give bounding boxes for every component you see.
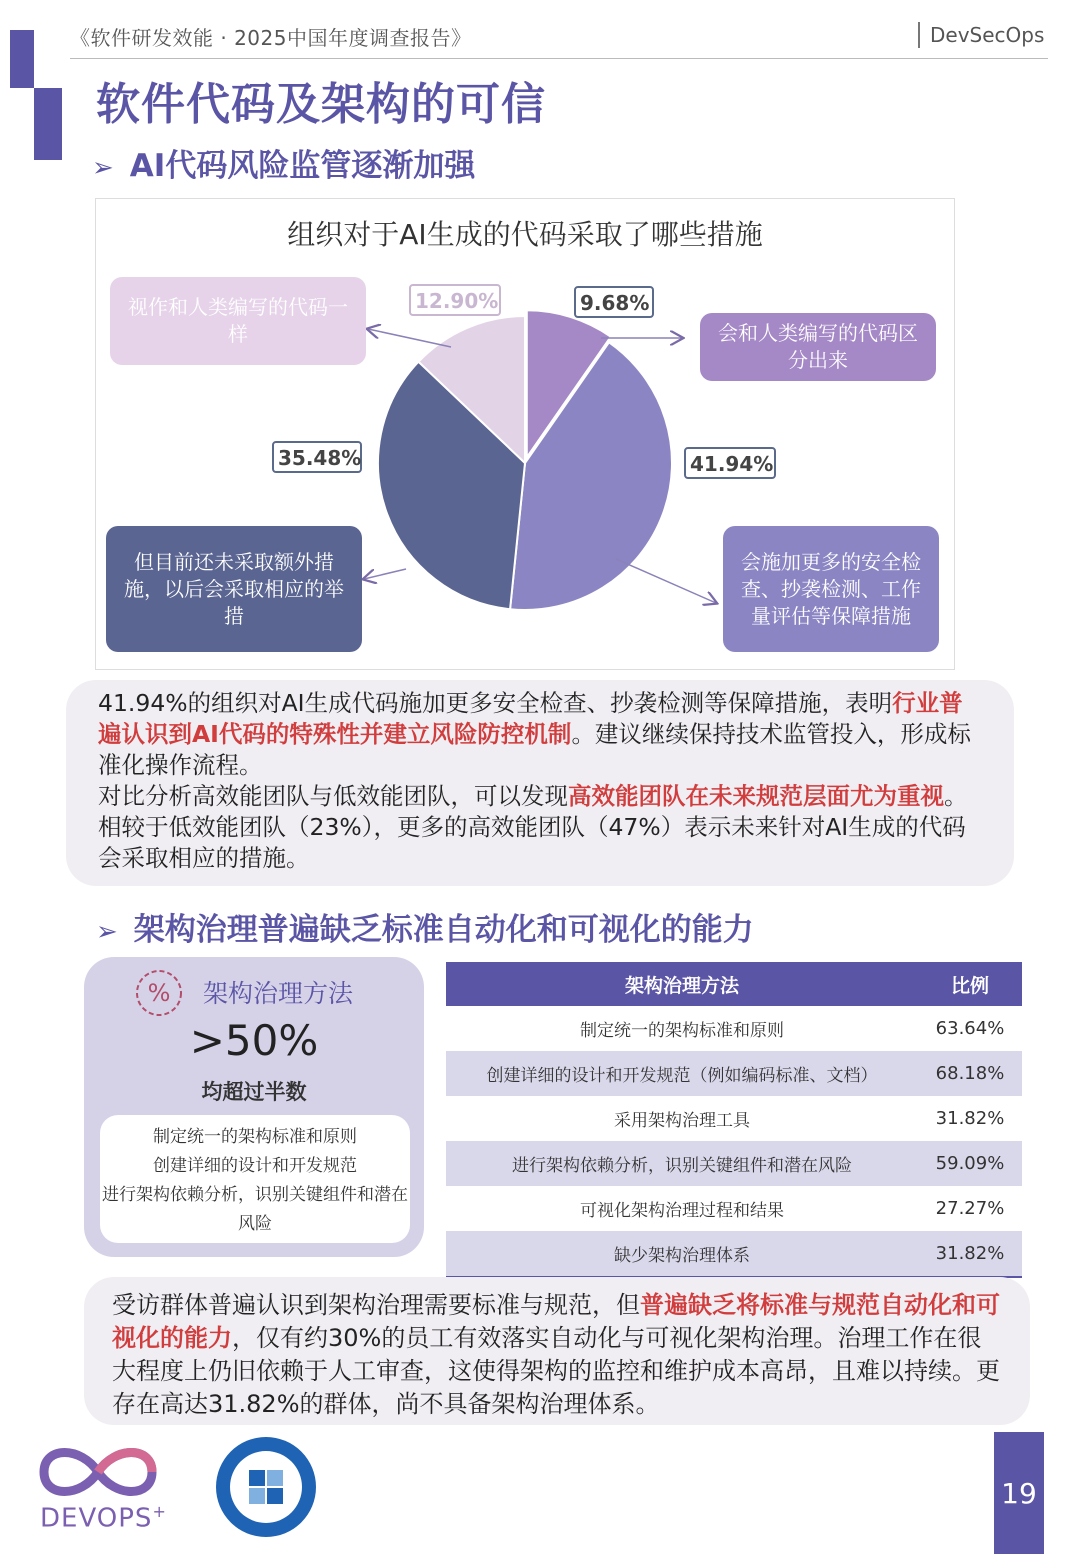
devops-logo-word: DEVOPS — [40, 1503, 153, 1534]
label-more-checks: 会施加更多的安全检查、抄袭检测、工作量评估等保障措施 — [723, 526, 939, 652]
section-title-1: AI代码风险监管逐渐加强 — [129, 148, 476, 184]
summary-1-paragraph-1 — [98, 688, 984, 781]
pct-same: 12.90% — [409, 284, 501, 316]
summary-1-p2-text-b: 。相较于低效能团队（23%），更多的高效能团队（47%）表示未来针对AI生成的代码会采取相应的措施。 — [98, 782, 968, 872]
section-heading-1 — [92, 140, 475, 185]
arrow-icon: ➢ — [92, 153, 114, 183]
column-header-ratio: 比例 — [918, 962, 1022, 1006]
leader-line-same — [368, 329, 451, 347]
method-cell: 可视化架构治理过程和结果 — [580, 1201, 784, 1221]
table-header-row — [446, 962, 1022, 1006]
ratio-cell: 31.82% — [935, 1108, 1005, 1129]
method-cell: 采用架构治理工具 — [614, 1111, 750, 1131]
corner-bar-2 — [34, 88, 62, 160]
ratio-cell: 59.09% — [918, 1141, 1022, 1186]
svg-text:%: % — [147, 979, 171, 1007]
section-title-2: 架构治理普遍缺乏标准自动化和可视化的能力 — [133, 912, 754, 948]
summary-1-p1-text-a: 41.94%的组织对AI生成代码施加更多安全检查、抄袭检测等保障措施，表明 — [98, 689, 893, 717]
table-row — [446, 1006, 1022, 1051]
table-row — [446, 1051, 1022, 1096]
method-cell: 进行架构依赖分析，识别关键组件和潜在风险 — [446, 1141, 918, 1186]
column-header-method: 架构治理方法 — [446, 962, 918, 1006]
method-cell: 缺少架构治理体系 — [446, 1231, 918, 1277]
method-cell: 制定统一的架构标准和原则 — [580, 1021, 784, 1041]
summary-2-highlight: 普遍缺乏将标准与规范自动化和可视化的能力 — [112, 1291, 1000, 1352]
devops-logo-icon — [36, 1440, 160, 1504]
card-item: 进行架构依赖分析，识别关键组件和潜在风险 — [102, 1185, 408, 1234]
ratio-cell: 27.27% — [935, 1198, 1005, 1219]
summary-1-p1-highlight: 行业普遍认识到AI代码的特殊性并建立风险防控机制 — [98, 689, 963, 748]
label-same: 视作和人类编写的代码一样 — [110, 277, 366, 365]
section-tag: DevSecOps — [918, 22, 1044, 48]
card-item: 制定统一的架构标准和原则 — [153, 1127, 357, 1147]
pct-more-checks: 41.94% — [684, 447, 776, 479]
summary-1-p2-text-a: 对比分析高效能团队与低效能团队，可以发现 — [98, 782, 568, 810]
summary-2-text-a: 受访群体普遍认识到架构治理需要标准与规范，但 — [112, 1291, 640, 1319]
report-title: 《软件研发效能 · 2025中国年度调查报告》 — [70, 26, 472, 50]
card-item-list — [100, 1115, 410, 1243]
devops-logo-plus: + — [152, 1502, 167, 1521]
label-distinguish: 会和人类编写的代码区分出来 — [700, 313, 936, 381]
ratio-cell: 31.82% — [918, 1231, 1022, 1277]
table-row — [446, 1231, 1022, 1277]
chart-title: 组织对于AI生成的代码采取了哪些措施 — [287, 218, 763, 251]
card-big-number: >50% — [189, 1016, 319, 1065]
pie-chart-panel — [95, 198, 955, 670]
method-cell: 创建详细的设计和开发规范（例如编码标准、文档） — [446, 1051, 918, 1096]
summary-1-p2-highlight: 高效能团队在未来规范层面尤为重视 — [568, 782, 944, 810]
pct-distinguish: 9.68% — [574, 286, 654, 318]
summary-panel-1 — [66, 680, 1014, 886]
summary-1-paragraph-2 — [98, 781, 984, 874]
page-title: 软件代码及架构的可信 — [96, 79, 546, 130]
arrow-icon: ➢ — [96, 917, 118, 947]
summary-panel-2 — [84, 1277, 1030, 1425]
table-row — [446, 1186, 1022, 1231]
leader-line-later — [364, 569, 406, 579]
ratio-cell: 68.18% — [918, 1051, 1022, 1096]
governance-table — [446, 962, 1022, 1278]
card-item: 创建详细的设计和开发规范 — [153, 1156, 357, 1176]
percent-badge-icon — [132, 966, 186, 1020]
corner-bar-1 — [10, 30, 34, 88]
card-subtitle: 均超过半数 — [201, 1080, 307, 1104]
header-divider — [70, 58, 1048, 59]
pct-later: 35.48% — [272, 441, 362, 473]
label-later: 但目前还未采取额外措施，以后会采取相应的举措 — [106, 526, 362, 652]
association-seal-icon — [213, 1434, 319, 1540]
card-label: 架构治理方法 — [203, 979, 354, 1008]
devops-logo-text — [40, 1502, 167, 1534]
summary-1-p1-text-b: 。建议继续保持技术监管投入，形成标准化操作流程。 — [98, 720, 971, 779]
summary-2-text-b: ，仅有约30%的员工有效落实自动化与可视化架构治理。治理工作在很大程度上仍旧依赖于人工审查，这使得架构的监控和维护成本高昂，且难以持续。更存在高达31.82%的群体，尚不具备架构治理体系。 — [112, 1324, 1000, 1418]
table-row — [446, 1141, 1022, 1186]
ratio-cell: 63.64% — [935, 1018, 1005, 1039]
leader-line-more-checks — [616, 559, 716, 603]
table-row — [446, 1096, 1022, 1141]
section-heading-2 — [96, 904, 754, 949]
page-number: 19 — [994, 1432, 1044, 1554]
